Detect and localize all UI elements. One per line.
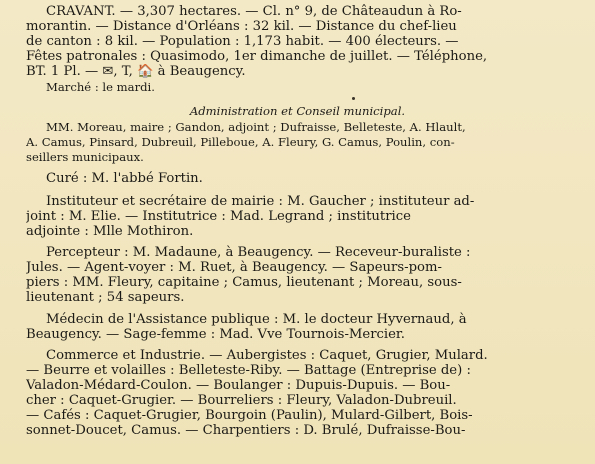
text-line: Médecin de l'Assistance publique : M. le docteur Hyvernaud, à	[46, 312, 467, 327]
text-line: sonnet-Doucet, Camus. — Charpentiers : D. Brulé, Dufraisse-Bou-	[26, 423, 466, 438]
text-line: joint : M. Elie. — Institutrice : Mad. Legrand ; institutrice	[26, 209, 411, 224]
text-line: Curé : M. l'abbé Fortin.	[46, 171, 203, 186]
text-line: de canton : 8 kil. — Population : 1,173 habit. — 400 électeurs. —	[26, 34, 459, 49]
text-line: CRAVANT. — 3,307 hectares. — Cl. n° 9, de Châteaudun à Ro-	[46, 4, 462, 19]
text-line: lieutenant ; 54 sapeurs.	[26, 290, 185, 305]
text-line: Instituteur et secrétaire de mairie : M. Gaucher ; instituteur ad-	[46, 194, 475, 209]
text-line: piers : MM. Fleury, capitaine ; Camus, lieutenant ; Moreau, sous-	[26, 275, 462, 290]
text-line: Marché : le mardi.	[46, 80, 155, 94]
text-line: — Beurre et volailles : Belleteste-Riby. — Battage (Entreprise de) :	[26, 363, 471, 378]
text-line: Beaugency. — Sage-femme : Mad. Vve Tournois-Mercier.	[26, 327, 405, 342]
text-line: MM. Moreau, maire ; Gandon, adjoint ; Dufraisse, Belleteste, A. Hlault,	[46, 120, 466, 134]
text-line: morantin. — Distance d'Orléans : 32 kil. — Distance du chef-lieu	[26, 19, 457, 34]
text-line: BT. 1 Pl. — ✉, T, 🏠 à Beaugency.	[26, 64, 246, 79]
text-line: adjointe : Mlle Mothiron.	[26, 224, 194, 239]
text-line: seillers municipaux.	[26, 150, 144, 164]
text-line: Jules. — Agent-voyer : M. Ruet, à Beaugency. — Sapeurs-pom-	[26, 260, 442, 275]
text-line: cher : Caquet-Grugier. — Bourreliers : Fleury, Valadon-Dubreuil.	[26, 393, 457, 408]
section-heading: Administration et Conseil municipal.	[189, 104, 406, 118]
text-line: A. Camus, Pinsard, Dubreuil, Pilleboue, A. Fleury, G. Camus, Poulin, con-	[26, 135, 455, 149]
text-line: Commerce et Industrie. — Aubergistes : Caquet, Grugier, Mulard.	[46, 348, 488, 363]
text-line: Fêtes patronales : Quasimodo, 1er dimanche de juillet. — Téléphone,	[26, 49, 488, 64]
text-line: Percepteur : M. Madaune, à Beaugency. — Receveur-buraliste :	[46, 245, 471, 260]
text-line: — Cafés : Caquet-Grugier, Bourgoin (Paulin), Mulard-Gilbert, Bois-	[26, 408, 473, 423]
ornament-dot	[352, 97, 355, 100]
text-line: Valadon-Médard-Coulon. — Boulanger : Dupuis-Dupuis. — Bou-	[26, 378, 451, 393]
